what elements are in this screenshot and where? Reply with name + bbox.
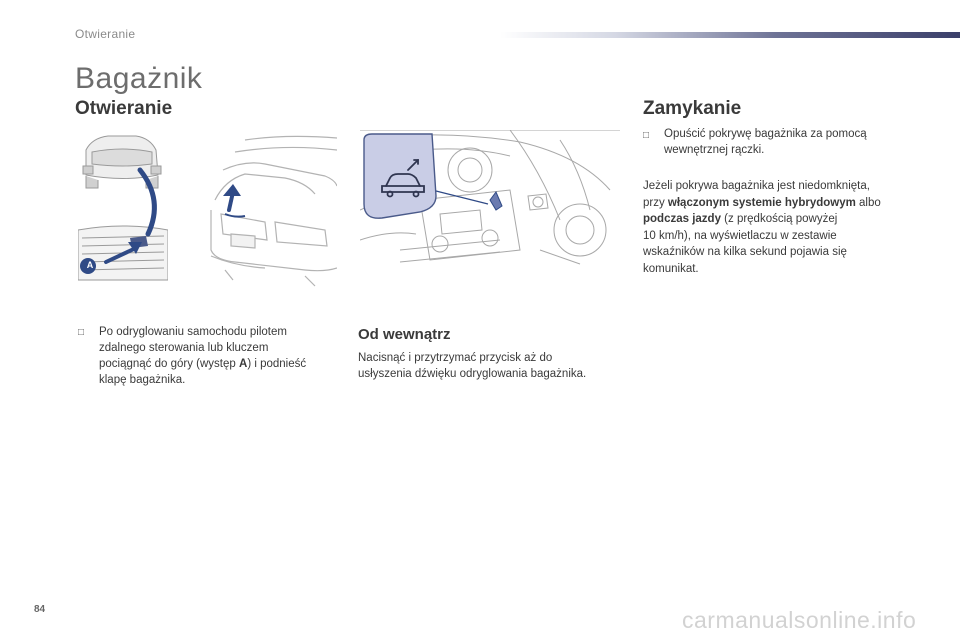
inside-heading: Od wewnątrz xyxy=(358,326,451,343)
trunk-lid-lift-illustration xyxy=(205,130,337,290)
callout-a-label: A xyxy=(86,260,94,270)
header-accent-bar xyxy=(500,32,960,38)
open-heading: Otwieranie xyxy=(75,98,173,119)
page-title: Bagażnik xyxy=(75,62,203,95)
open-instruction-text: Po odryglowaniu samochodu pilotem zdalnego sterowania lub kluczem pociągnąć do góry (występ A) i podnieść klapę bagażnika. xyxy=(99,326,307,386)
inside-instruction-text: Nacisnąć i przytrzymać przycisk aż do usłyszenia dźwięku odryglowania bagażnika. xyxy=(358,352,587,380)
close-bullet-icon: □ xyxy=(643,130,650,141)
open-bullet-icon: □ xyxy=(78,327,85,338)
close-heading: Zamykanie xyxy=(643,98,742,119)
watermark: carmanualsonline.info xyxy=(682,607,917,633)
page-number: 84 xyxy=(34,604,46,615)
close-warning-text: Jeżeli pokrywa bagażnika jest niedomknięta, przy włączonym systemie hybrydowym albo podczas jazdy (z prędkością powyżej 10 km/h), na wyświetlaczu w zestawie wskaźników na kilka sekund pojawia się komunikat. xyxy=(643,180,881,275)
close-instruction-text: Opuścić pokrywę bagażnika za pomocą wewnętrznej rączki. xyxy=(664,128,867,156)
section-label: Otwieranie xyxy=(75,27,136,41)
dashboard-button-illustration xyxy=(360,130,620,270)
